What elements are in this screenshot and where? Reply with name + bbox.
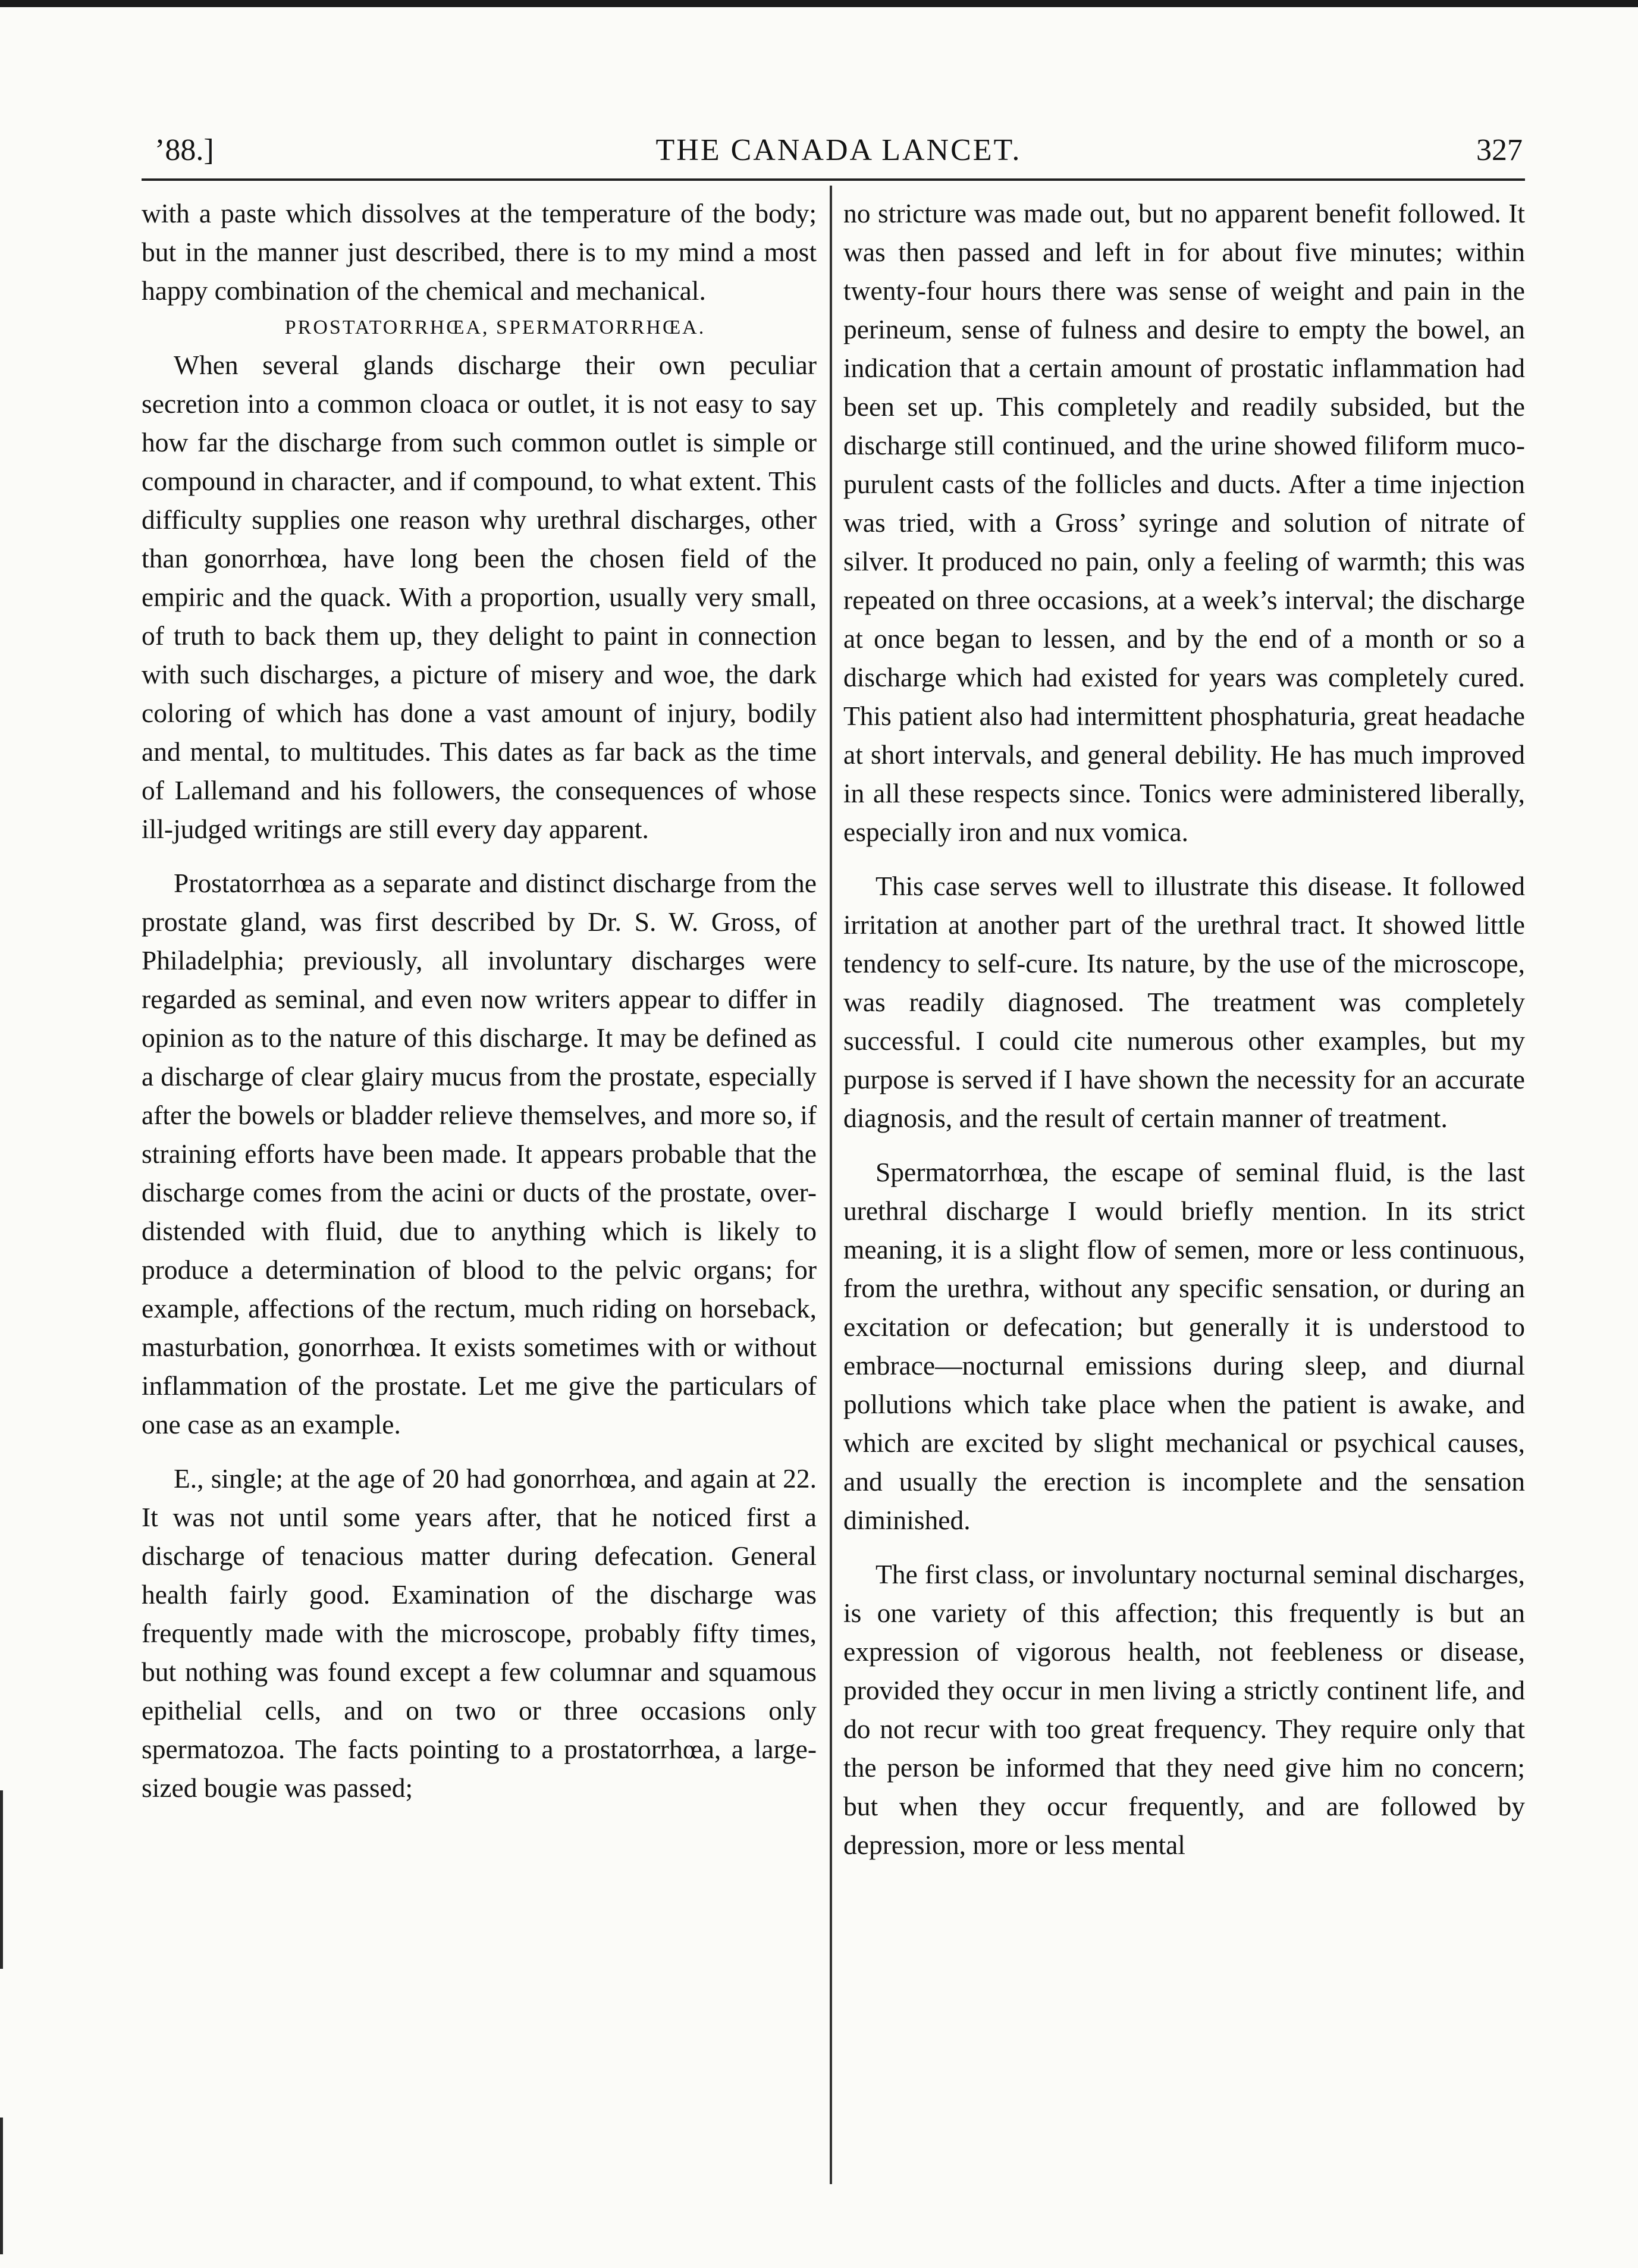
paragraph: Spermatorrhœa, the escape of seminal fluid, is the last urethral discharge I would briefly mention. In its strict meaning, it is a slight flow of semen, more or less continuous, from the urethra, without any specific sensation, or during an excitation or defecation; but generally it is understood to embrace—nocturnal emissions during sleep, and diurnal pollutions which take place when the patient is awake, and which are excited by slight mechanical or psychical causes, and usually the erection is incomplete and the sensation diminished. bbox=[843, 1157, 1525, 1535]
journal-title: THE CANADA LANCET. bbox=[655, 133, 1022, 167]
paragraph: Prostatorrhœa as a separate and distinct discharge from the prostate gland, was first described by Dr. S. W. Gross, of Philadelphia; previously, all involuntary discharges were regarded as seminal, and even now writers appear to differ in opinion as to the nature of this discharge. It may be defined as a discharge of clear glairy mucus from the prostate, especially after the bowels or bladder relieve themselves, and more so, if straining efforts have been made. It appears probable that the discharge comes from the acini or ducts of the prostate, over-distended with fluid, due to anything which is likely to produce a determination of blood to the pelvic organs; for example, affections of the rectum, much riding on horseback, masturbation, gonorrhœa. It exists sometimes with or without inflammation of the prostate. Let me give the particulars of one case as an example. bbox=[142, 868, 817, 1439]
margin-mark bbox=[0, 1790, 3, 1969]
paragraph: with a paste which dissolves at the temperature of the body; but in the manner just described, there is to my mind a most happy combination of the chemical and mechanical. bbox=[142, 198, 817, 306]
paragraph: no stricture was made out, but no apparent benefit followed. It was then passed and left in for about five minutes; within twenty-four hours there was sense of weight and pain in the perineum, sense of fulness and desire to empty the bowel, an indication that a certain amount of prostatic inflammation had been set up. This completely and readily subsided, but the discharge still continued, and the urine showed filiform muco-purulent casts of the follicles and ducts. After a time injection was tried, with a Gross’ syringe and solution of nitrate of silver. It produced no pain, only a feeling of warmth; this was repeated on three occasions, at a week’s interval; the discharge at once began to lessen, and by the end of a month or so a discharge which had existed for years was completely cured. This patient also had intermittent phosphaturia, great headache at short intervals, and general debility. He has much improved in all these respects since. Tonics were administered liberally, especially iron and nux vomica. bbox=[843, 198, 1525, 847]
scan-edge bbox=[0, 0, 1638, 7]
section-heading: PROSTATORRHŒA, SPERMATORRHŒA. bbox=[284, 316, 706, 338]
paragraph: This case serves well to illustrate this disease. It followed irritation at another part of the urethral tract. It showed little tendency to self-cure. Its nature, by the use of the microscope, was readily diagnosed. The treatment was completely successful. I could cite numerous other examples, but my purpose is served if I have shown the necessity for an accurate diagnosis, and the result of certain manner of treatment. bbox=[843, 871, 1525, 1133]
paragraph: The first class, or involuntary nocturnal seminal discharges, is one variety of this affection; this frequently is but an expression of vigorous health, not feebleness or disease, provided they occur in men living a strictly continent life, and do not recur with too great frequency. They require only that the person be informed that they need give him no concern; but when they occur frequently, and are followed by depression, more or less mental bbox=[843, 1559, 1525, 1860]
header-rule bbox=[142, 178, 1525, 181]
volume-year: ’88.] bbox=[155, 133, 214, 167]
column-divider bbox=[830, 186, 832, 2184]
paragraph: E., single; at the age of 20 had gonorrhœa, and again at 22. It was not until some years after, that he noticed first a discharge of tenacious matter during defecation. General health fairly good. Examination of the discharge was frequently made with the microscope, probably fifty times, but nothing was found except a few columnar and squamous epithelial cells, and on two or three occasions only spermatozoa. The facts pointing to a prostatorrhœa, a large-sized bougie was passed; bbox=[142, 1463, 817, 1803]
right-column bbox=[843, 194, 1525, 1864]
paragraph: When several glands discharge their own peculiar secretion into a common cloaca or outlet, it is not easy to say how far the discharge from such common outlet is simple or compound in character, and if compound, to what extent. This difficulty supplies one reason why urethral discharges, other than gonorrhœa, have long been the chosen field of the empiric and the quack. With a proportion, usually very small, of truth to back them up, they delight to paint in connection with such discharges, a picture of misery and woe, the dark coloring of which has done a vast amount of injury, bodily and mental, to multitudes. This dates as far back as the time of Lallemand and his followers, the consequences of whose ill-judged writings are still every day apparent. bbox=[142, 350, 817, 844]
page-number: 327 bbox=[1476, 133, 1523, 167]
margin-mark bbox=[0, 2118, 3, 2254]
running-header bbox=[155, 130, 1523, 171]
left-column bbox=[142, 194, 817, 1807]
